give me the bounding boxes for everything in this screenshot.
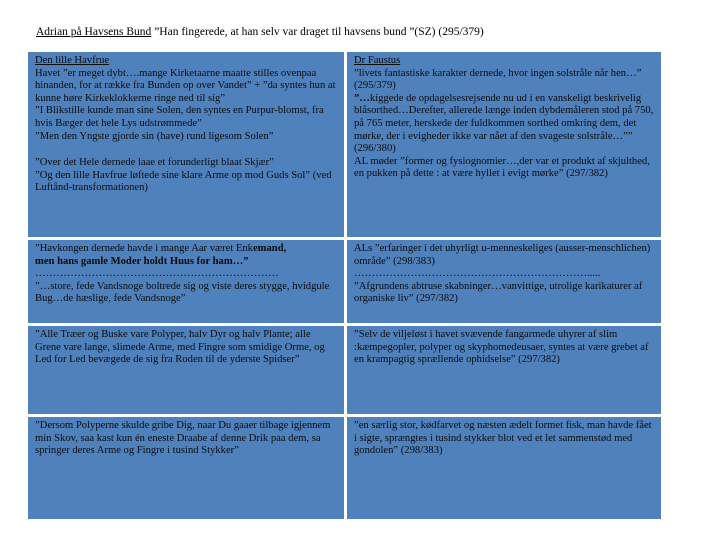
cell-line: ”Men den Yngste gjorde sin (have) rund ligesom Solen” [35,130,274,142]
cell-line: ”I Blikstille kunde man sine Solen, den syntes en Purpur-blomst, fra hvis Bæger det hele Lys udstrømmede” [35,105,324,129]
heading-quote: ”Han fingerede, at han selv var draget til havsens bund ”(SZ) (295/379) [151,26,484,38]
cell-havkongen [28,240,344,323]
heading-title: Adrian på Havsens Bund [36,26,152,38]
cell-dots: …………………………………………………………… [35,268,279,280]
cell-line: ”Over det Hele dernede laae et forunderligt blaat Skjær” [35,157,274,169]
cell-line: ”en særlig stor, kødfarvet og næsten ædelt formet fisk, man havde fået i sigte, sprængtes i tusind stykker blot ved et let sammenstød med gondolen” (298/383) [354,420,652,457]
cell-line: ”Alle Træer og Buske vare Polyper, halv Dyr og halv Plante; alle Grene vare lange, slimede Arme, med Fingre som smidige Orme, og Led for Led bevægede de sig fra Roden til de yderste Spidser” [35,329,325,366]
cell-line: Havet ”er meget dybt….mange Kirketaarne maatte stilles ovenpaa hinanden, for at række fra Bunden op over Vandet” + ”da syntes hun at kunne høre Kirkeklokkerne ringe ned til sig” [35,67,336,104]
page-heading [36,26,484,38]
cell-fisk [347,417,661,519]
cell-text: kiggede de opdagelsesrejsende nu ud i en vanskeligt beskrivelig blåsorthed…Derefter, allerede længe inden dybdemåleren stod på 750, på 765 meter, herskede der fuldkommen sorthed omkring dem, det mørke, der i evigheder ikke var nået af den svageste solstråle…”” (296/380) [354,92,654,155]
cell-line: ”livets fantastiske karakter dernede, hvor ingen solstråle når hen…” (295/379) [354,67,642,92]
cell-line: ALs ”erfaringer i det uhyrligt u-menneskeliges (ausser-menschlichen) område” (298/383) [354,243,651,267]
cell-title-faustus: Dr Faustus [354,55,401,66]
cell-text-bold: emand, [252,243,287,254]
comparison-table [28,52,661,504]
cell-uhyrer [347,326,661,414]
cell-line [354,93,655,156]
bold-ellipsis: ”… [354,92,370,104]
cell-line: ”Selv de viljeløst i havet svævende fangarmede uhyrer af slim :kæmpegopler, polyper og skyphomedeusaer, syntes at være grebet af en krampagtig sprællende ophidselse” (297/382) [354,329,649,366]
cell-dots: …………………………………………………………..... [354,268,601,280]
cell-line-bold: men hans gamle Moder holdt Huus for ham…” [35,255,249,267]
cell-line: ”Dersom Polyperne skulde gribe Dig, naar Du gaaer tilbage igjennem min Skov, saa kast kun én eneste Draabe af denne Drik paa dem, sa springer deres Arme og Fingre i tusind Stykker” [35,420,331,457]
cell-erfaringer [347,240,661,323]
cell-line: AL møder ”former og fysiognomier…,der var et produkt af skjulthed, en pukken på dette : at være hyllet i evigt mørke” (297/382) [354,155,650,180]
cell-title-havfrue: Den lille Havfrue [35,55,110,66]
cell-line: ”Og den lille Havfrue løftede sine klare Arme op mod Guds Sol” (ved Luftånd-transformationen) [35,169,332,194]
cell-drik [28,417,344,519]
cell-line [35,243,338,256]
cell-havfrue-intro [28,52,344,237]
cell-line: ”Afgrundens abtruse skabninger…vanvittige, utrolige karikaturer af organiske liv” (297/382) [354,280,643,305]
cell-faustus-intro [347,52,661,237]
cell-line: ”…store, fede Vandsnoge boltrede sig og viste deres stygge, hvidgule Bug…de hæslige, fede Vandsnoge” [35,280,330,305]
cell-polyper [28,326,344,414]
cell-text: ”Havkongen dernede havde i mange Aar været Enk [35,243,253,254]
